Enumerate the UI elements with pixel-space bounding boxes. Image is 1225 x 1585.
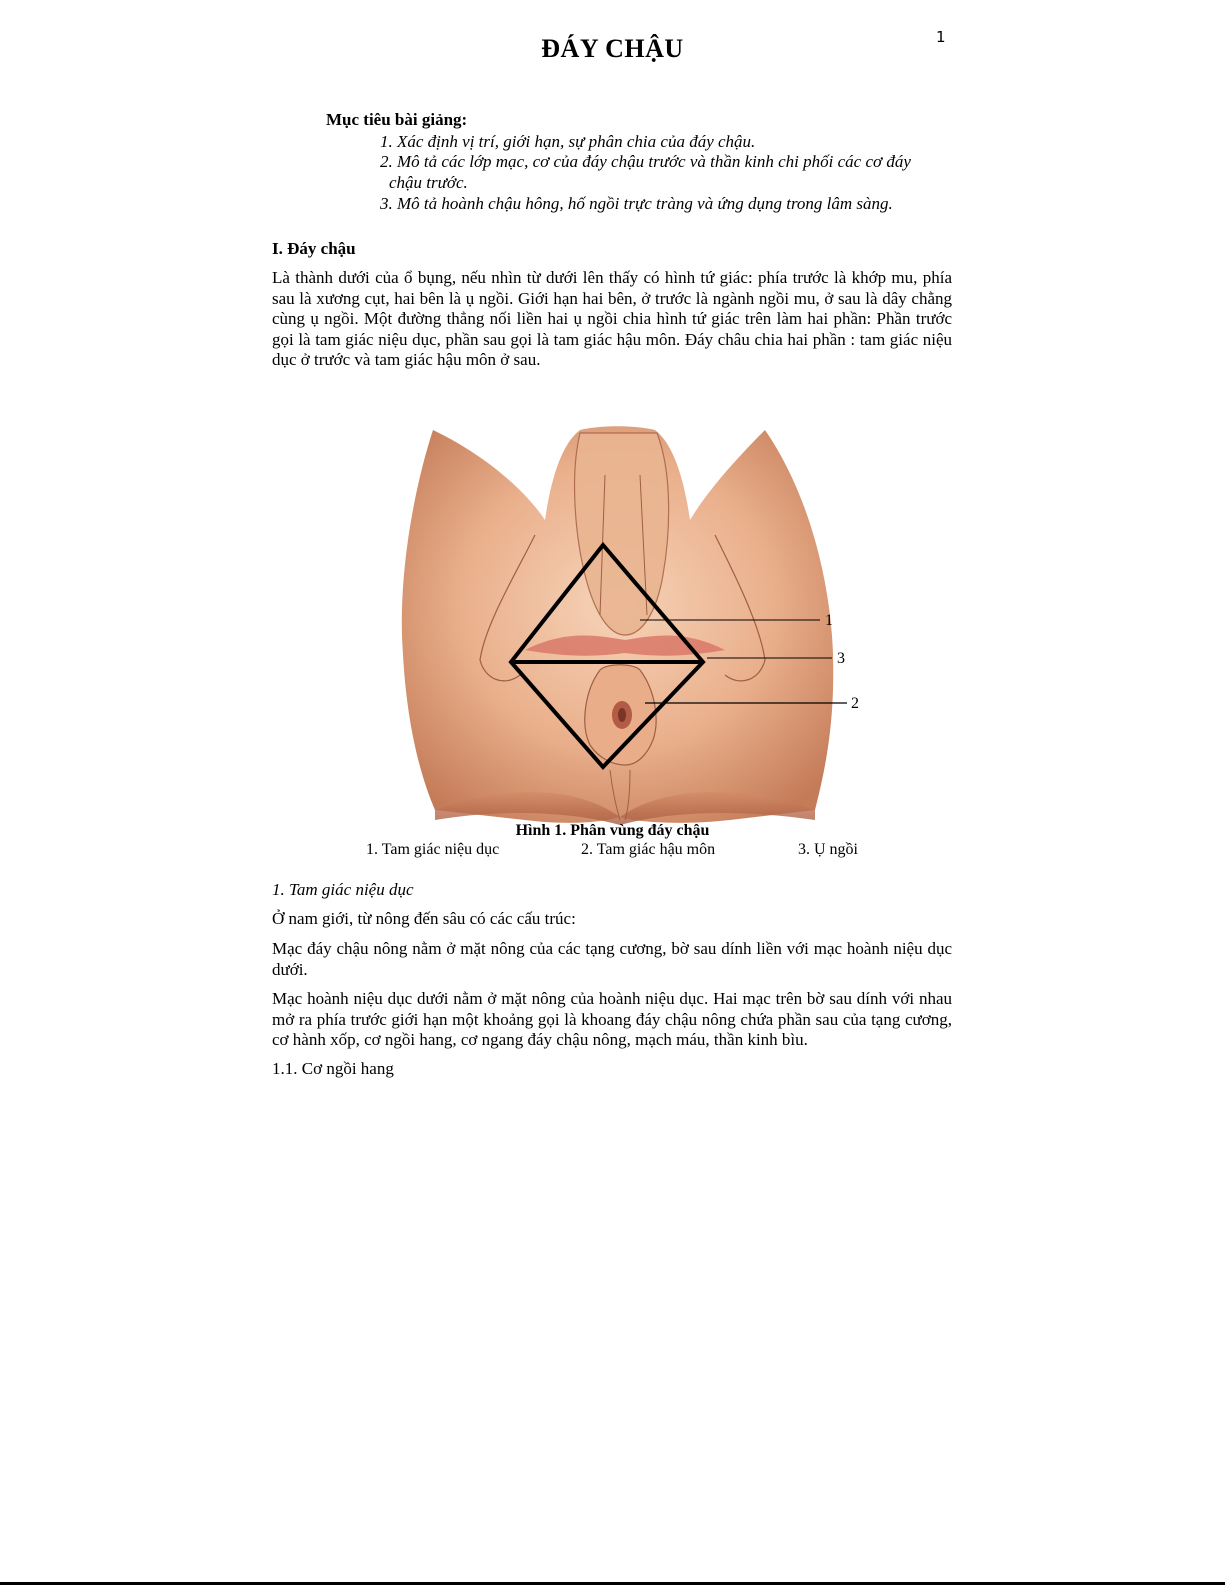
- objective-line-continuation: chậu trước.: [389, 173, 468, 192]
- page-title: ĐÁY CHẬU: [541, 34, 684, 63]
- subsection-heading: 1. Tam giác niệu dục: [272, 880, 414, 899]
- paragraph: Ở nam giới, từ nông đến sâu có các cấu trúc:: [272, 909, 576, 928]
- figure-legend-item: 2. Tam giác hậu môn: [581, 841, 716, 858]
- paragraph: Mạc hoành niệu dục dưới nằm ở mặt nông của hoành niệu dục. Hai mạc trên bờ sau dính với nhau mở ra phía trước giới hạn một khoảng gọi là khoang đáy chậu nông chứa phần sau của tạng cương, cơ hành xốp, cơ ngồi hang, cơ ngang đáy chậu nông, mạch máu, thần kinh bìu.: [272, 989, 952, 1050]
- page-number: 1: [936, 28, 946, 46]
- figure-legend-item: 3. Ụ ngồi: [798, 841, 858, 858]
- perineum-figure: [385, 425, 875, 845]
- section-heading: I. Đáy chậu: [272, 239, 356, 258]
- objective-item: 1. Xác định vị trí, giới hạn, sự phân chia của đáy chậu.: [380, 132, 756, 151]
- objective-line: 2. Mô tả các lớp mạc, cơ của đáy chậu trước và thần kinh chi phối các cơ đáy: [380, 152, 911, 171]
- figure-label-3: 3: [837, 650, 845, 667]
- figure-label-1: 1: [825, 612, 833, 629]
- item-heading: 1.1. Cơ ngồi hang: [272, 1059, 394, 1078]
- objectives-heading: Mục tiêu bài giảng:: [326, 110, 468, 129]
- figure-caption: Hình 1. Phân vùng đáy chậu: [515, 822, 710, 839]
- objective-item: [380, 151, 950, 193]
- figure-label-2: 2: [851, 695, 859, 712]
- figure-legend-item: 1. Tam giác niệu dục: [366, 841, 500, 858]
- perineum-illustration: [385, 425, 875, 845]
- paragraph: Mạc đáy chậu nông nằm ở mặt nông của các tạng cương, bờ sau dính liền với mạc hoành niệu dục dưới.: [272, 939, 952, 979]
- objective-item: 3. Mô tả hoành chậu hông, hố ngồi trực tràng và ứng dụng trong lâm sàng.: [380, 194, 893, 213]
- intro-paragraph: Là thành dưới của ổ bụng, nếu nhìn từ dưới lên thấy có hình tứ giác: phía trước là khớp mu, phía sau là xương cụt, hai bên là ụ ngồi. Giới hạn hai bên, ở trước là ngành ngồi mu, ở sau là dây chằng cùng ụ ngồi. Một đường thẳng nối liền hai ụ ngồi chia hình tứ giác trên làm hai phần: Phần trước gọi là tam giác niệu dục, phần sau gọi là tam giác hậu môn. Đáy châu chia hai phần : tam giác niệu dục ở trước và tam giác hậu môn ở sau.: [272, 268, 952, 370]
